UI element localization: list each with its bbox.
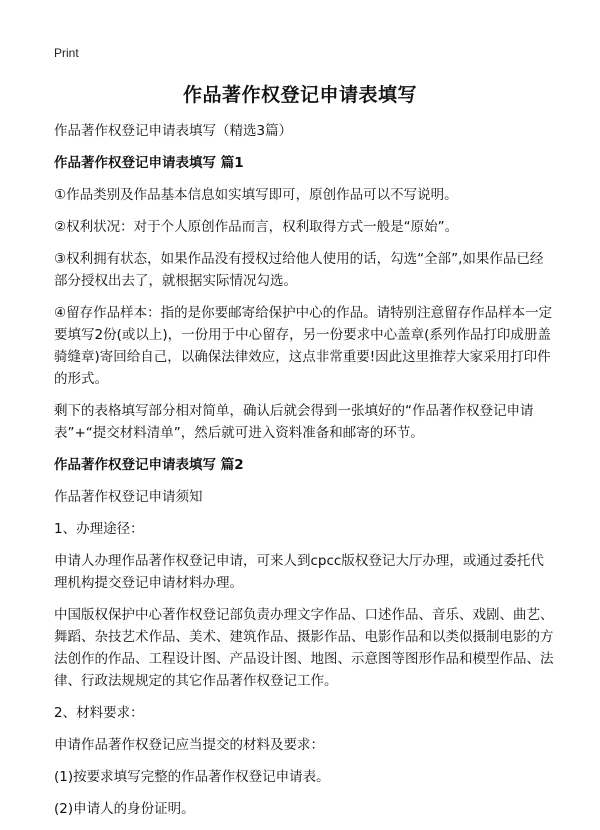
document-body bbox=[54, 120, 554, 830]
page-title: 作品著作权登记申请表填写 bbox=[182, 84, 417, 106]
body-paragraph: ②权利状况：对于个人原创作品而言，权利取得方式一般是“原始”。 bbox=[54, 219, 459, 235]
intro-paragraph: 作品著作权登记申请表填写（精选3篇） bbox=[54, 123, 293, 139]
body-paragraph: 剩下的表格填写部分相对简单，确认后就会得到一张填好的“作品著作权登记申请表”+“提交材料清单”，然后就可进入资料准备和邮寄的环节。 bbox=[54, 403, 534, 441]
body-paragraph: ①作品类别及作品基本信息如实填写即可，原创作品可以不写说明。 bbox=[54, 187, 458, 203]
body-paragraph: ③权利拥有状态，如果作品没有授权过给他人使用的话，勾选“全部”,如果作品已经部分授权出去了，就根据实际情况勾选。 bbox=[54, 251, 544, 289]
section-heading-1: 作品著作权登记申请表填写 篇1 bbox=[54, 155, 244, 171]
print-label: Print bbox=[54, 46, 79, 60]
body-paragraph: 2、材料要求： bbox=[54, 705, 144, 721]
body-paragraph: 申请人办理作品著作权登记申请，可来人到cpcc版权登记大厅办理，或通过委托代理机构提交登记申请材料办理。 bbox=[54, 553, 544, 591]
body-paragraph: 申请作品著作权登记应当提交的材料及要求： bbox=[54, 737, 324, 753]
body-paragraph: (2)申请人的身份证明。 bbox=[54, 801, 195, 817]
body-paragraph: ④留存作品样本：指的是你要邮寄给保护中心的作品。请特别注意留存作品样本一定要填写2份(或以上)，一份用于中心留存，另一份要求中心盖章(系列作品打印成册盖骑缝章)寄回给自己，以确保法律效应，这点非常重要!因此这里推荐大家采用打印件的形式。 bbox=[54, 305, 553, 387]
body-paragraph: (1)按要求填写完整的作品著作权登记申请表。 bbox=[54, 769, 330, 785]
body-paragraph: 中国版权保护中心著作权登记部负责办理文字作品、口述作品、音乐、戏剧、曲艺、舞蹈、杂技艺术作品、美术、建筑作品、摄影作品、电影作品和以类似摄制电影的方法创作的作品、工程设计图、产品设计图、地图、示意图等图形作品和模型作品、法律、行政法规规定的其它作品著作权登记工作。 bbox=[54, 607, 554, 689]
body-paragraph: 1、办理途径： bbox=[54, 521, 144, 537]
section-heading-2: 作品著作权登记申请表填写 篇2 bbox=[54, 457, 244, 473]
body-paragraph: 作品著作权登记申请须知 bbox=[54, 489, 203, 505]
